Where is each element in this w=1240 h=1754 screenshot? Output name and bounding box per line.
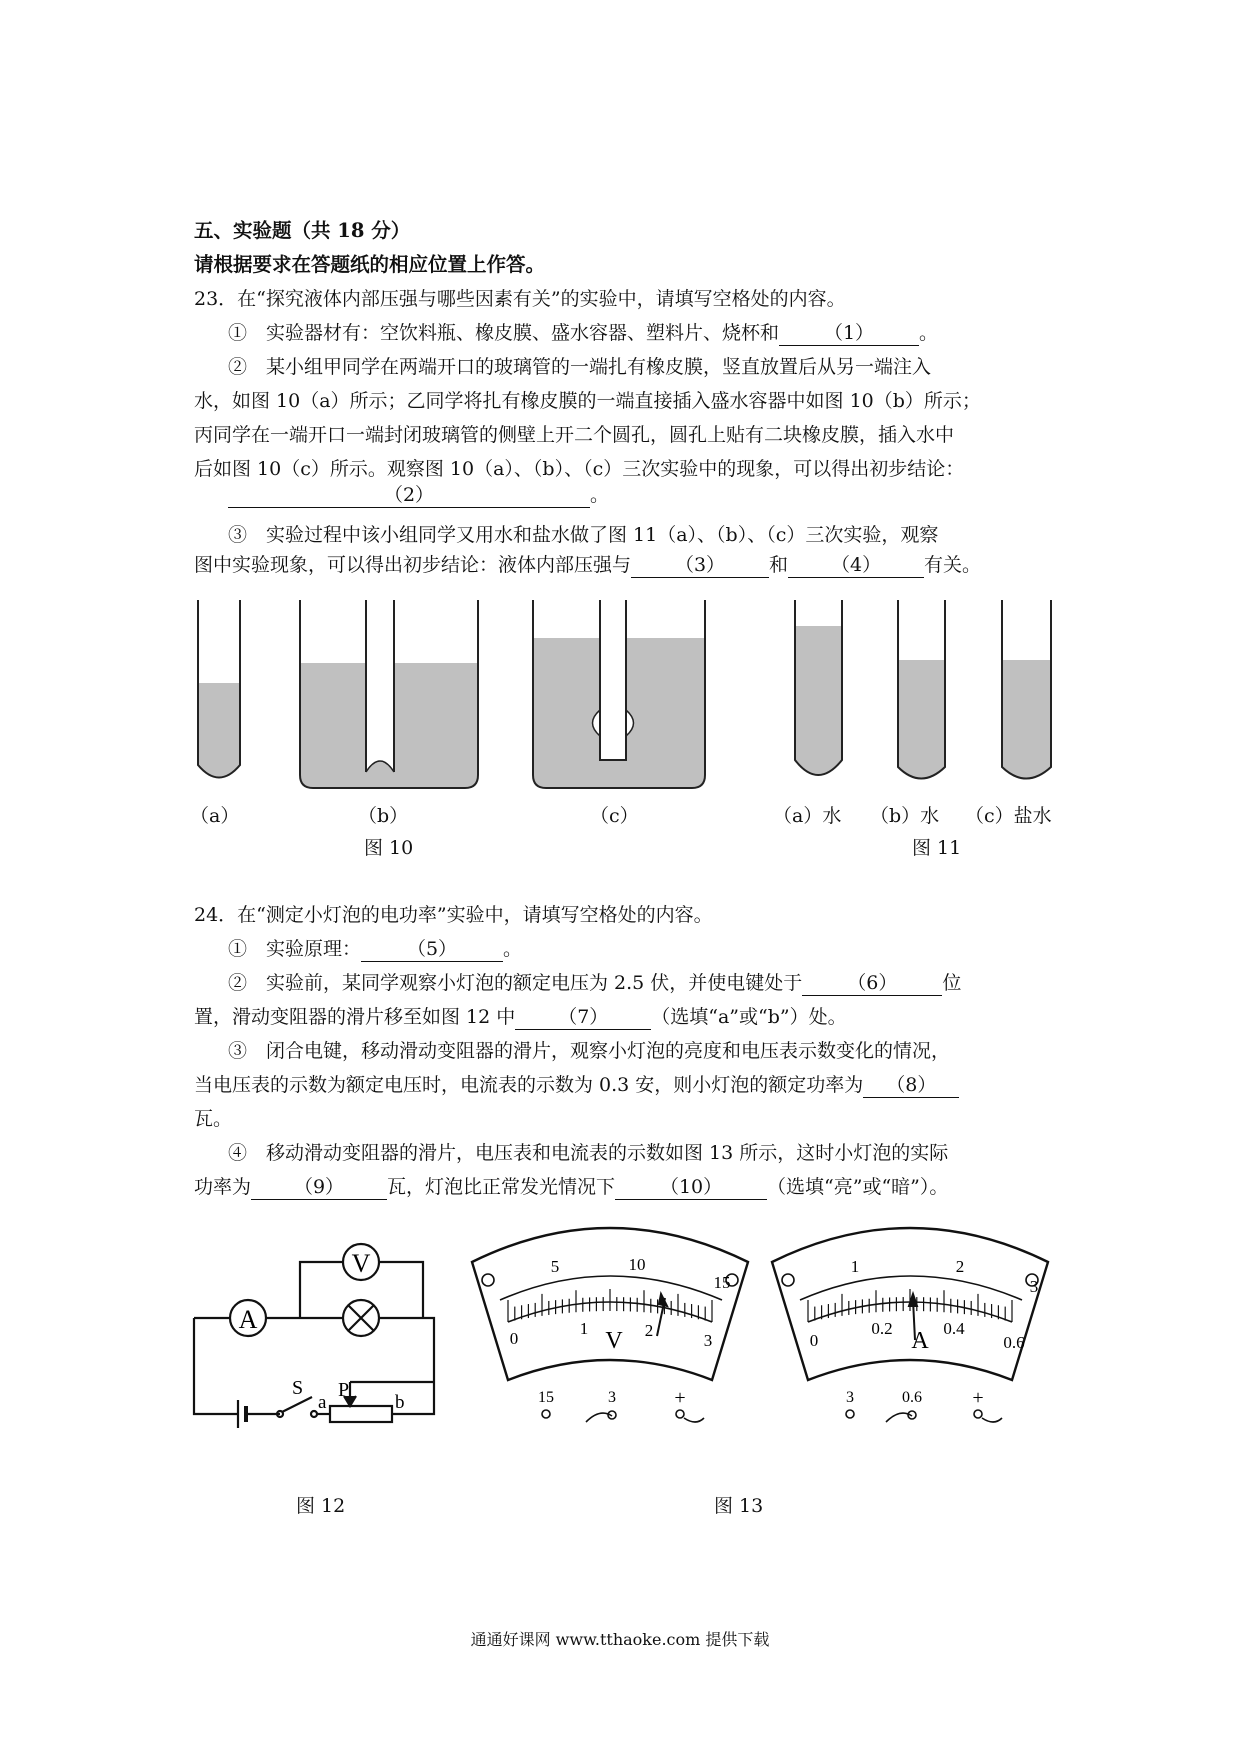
v-terminal-plus: + <box>674 1387 686 1409</box>
fig10-label-c: （c） <box>590 805 639 827</box>
v-bottom-0: 0 <box>509 1329 519 1348</box>
figure-12-circuit <box>180 1230 450 1450</box>
q24-part2-end: 位 <box>942 972 962 994</box>
q24-part4-end: （选填“亮”或“暗”）。 <box>767 1176 949 1198</box>
voltmeter-letter: V <box>351 1249 371 1278</box>
q23-part3-line1: ③ 实验过程中该小组同学又用水和盐水做了图 11（a）、（b）、（c）三次实验，观察 <box>228 524 939 546</box>
q24-part2-line1 <box>228 966 1098 1000</box>
v-bottom-3: 3 <box>703 1331 713 1350</box>
q23-part1 <box>228 316 1098 350</box>
q24-part2-text: ② 实验前，某同学观察小灯泡的额定电压为 2.5 伏，并使电键处于 <box>228 972 803 994</box>
ammeter-letter: A <box>911 1328 929 1354</box>
q24-part1 <box>228 932 1098 966</box>
q24-part4-line1: ④ 移动滑动变阻器的滑片，电压表和电流表的示数如图 13 所示，这时小灯泡的实际 <box>228 1142 949 1164</box>
answer-blank-3[interactable]: （3） <box>631 553 769 578</box>
q24-part2-line2 <box>194 1000 1064 1034</box>
q23-stem: 23．在“探究液体内部压强与哪些因素有关”的实验中，请填写空格处的内容。 <box>194 288 846 310</box>
fig11-label-a: （a）水 <box>773 805 842 827</box>
q24-part3-line1: ③ 闭合电键，移动滑动变阻器的滑片，观察小灯泡的亮度和电压表示数变化的情况， <box>228 1040 951 1062</box>
answer-blank-6[interactable]: （6） <box>802 971 942 996</box>
terminal-post <box>974 1410 982 1418</box>
ammeter-letter: A <box>238 1305 258 1334</box>
a-bottom-0.4: 0.4 <box>943 1319 965 1338</box>
page-footer: 通通好课网 www.tthaoke.com 提供下载 <box>470 1630 770 1649</box>
q23-part1-text: ① 实验器材有：空饮料瓶、橡皮膜、盛水容器、塑料片、烧杯和 <box>228 322 780 344</box>
a-bottom-0.2: 0.2 <box>871 1319 893 1338</box>
slider-label: P <box>338 1379 350 1401</box>
answer-blank-5[interactable]: （5） <box>361 937 503 962</box>
fig10-label-b: （b） <box>358 805 409 827</box>
a-bottom-0: 0 <box>809 1331 819 1350</box>
q24-part2-end2: （选填“a”或“b”）处。 <box>651 1006 847 1028</box>
q24-part4-line2 <box>194 1170 1064 1204</box>
punct: 。 <box>503 938 523 960</box>
answer-blank-9[interactable]: （9） <box>251 1175 387 1200</box>
q24-stem: 24．在“测定小灯泡的电功率”实验中，请填写空格处的内容。 <box>194 904 713 926</box>
q23-part3-text: 图中实验现象，可以得出初步结论：液体内部压强与 <box>194 554 632 576</box>
q24-part3-line3: 瓦。 <box>194 1108 233 1130</box>
answer-blank-7[interactable]: （7） <box>515 1005 651 1030</box>
v-terminal-15: 15 <box>538 1389 554 1406</box>
fig11-label-c: （c）盐水 <box>965 805 1052 827</box>
q23-part3-end: 有关。 <box>924 554 982 576</box>
answer-blank-4[interactable]: （4） <box>788 553 924 578</box>
q24-part4-mid: 瓦，灯泡比正常发光情况下 <box>387 1176 616 1198</box>
q23-part3-and: 和 <box>769 554 789 576</box>
answer-blank-2[interactable]: （2） <box>228 483 590 508</box>
fig11-caption: 图 11 <box>912 837 962 859</box>
a-top-3: 3 <box>1029 1277 1039 1296</box>
v-terminal-3: 3 <box>608 1389 616 1406</box>
q23-part2-line2: 水，如图 10（a）所示；乙同学将扎有橡皮膜的一端直接插入盛水容器中如图 10（b）所示； <box>194 390 981 412</box>
figure-10-11 <box>0 590 1240 810</box>
terminal-post <box>542 1410 550 1418</box>
q23-part3-line2 <box>194 548 1064 582</box>
answer-blank-1[interactable]: （1） <box>779 321 919 346</box>
figure-13-meters <box>460 1222 1080 1442</box>
terminal-post <box>846 1410 854 1418</box>
fig13-caption: 图 13 <box>714 1495 764 1517</box>
section-instruction: 请根据要求在答题纸的相应位置上作答。 <box>194 253 546 276</box>
v-top-5: 5 <box>550 1257 560 1276</box>
fig10-label-a: （a） <box>190 805 240 827</box>
v-top-10: 10 <box>628 1255 646 1274</box>
q24-part2-text2: 置，滑动变阻器的滑片移至如图 12 中 <box>194 1006 516 1028</box>
a-terminal-plus: + <box>972 1387 984 1409</box>
v-bottom-1: 1 <box>579 1319 589 1338</box>
q24-part4-text: 功率为 <box>194 1176 252 1198</box>
rheostat-end-b: b <box>395 1392 405 1413</box>
q23-part2-line1: ② 某小组甲同学在两端开口的玻璃管的一端扎有橡皮膜，竖直放置后从另一端注入 <box>228 356 932 378</box>
v-top-15: 15 <box>713 1273 731 1292</box>
terminal-post <box>676 1410 684 1418</box>
a-top-1: 1 <box>850 1257 860 1276</box>
answer-blank-10[interactable]: （10） <box>615 1175 767 1200</box>
q23-part2-line4: 后如图 10（c）所示。观察图 10（a）、（b）、（c）三次实验中的现象，可以得出初步结论： <box>194 458 965 480</box>
a-top-2: 2 <box>955 1257 965 1276</box>
answer-blank-8[interactable]: （8） <box>863 1073 959 1098</box>
a-terminal-0.6: 0.6 <box>902 1389 922 1406</box>
q23-part2-blank-line <box>228 478 1098 512</box>
q24-part3-text: 当电压表的示数为额定电压时，电流表的示数为 0.3 安，则小灯泡的额定功率为 <box>194 1074 864 1096</box>
v-bottom-2: 2 <box>644 1321 654 1340</box>
q24-part3-line2 <box>194 1068 1064 1102</box>
punct: 。 <box>590 484 610 506</box>
q24-part1-text: ① 实验原理： <box>228 938 362 960</box>
section-title: 五、实验题（共 18 分） <box>194 219 411 242</box>
a-bottom-0.6: 0.6 <box>1003 1333 1025 1352</box>
fig12-caption: 图 12 <box>296 1495 346 1517</box>
punct: 。 <box>919 322 939 344</box>
fig11-label-b: （b）水 <box>870 805 940 827</box>
fig10-caption: 图 10 <box>364 837 414 859</box>
rheostat-end-a: a <box>318 1392 327 1413</box>
voltmeter-letter: V <box>605 1328 623 1354</box>
a-terminal-3: 3 <box>846 1389 854 1406</box>
switch-label: S <box>292 1377 304 1399</box>
q23-part2-line3: 丙同学在一端开口一端封闭玻璃管的侧壁上开二个圆孔，圆孔上贴有二块橡皮膜，插入水中 <box>194 424 955 446</box>
